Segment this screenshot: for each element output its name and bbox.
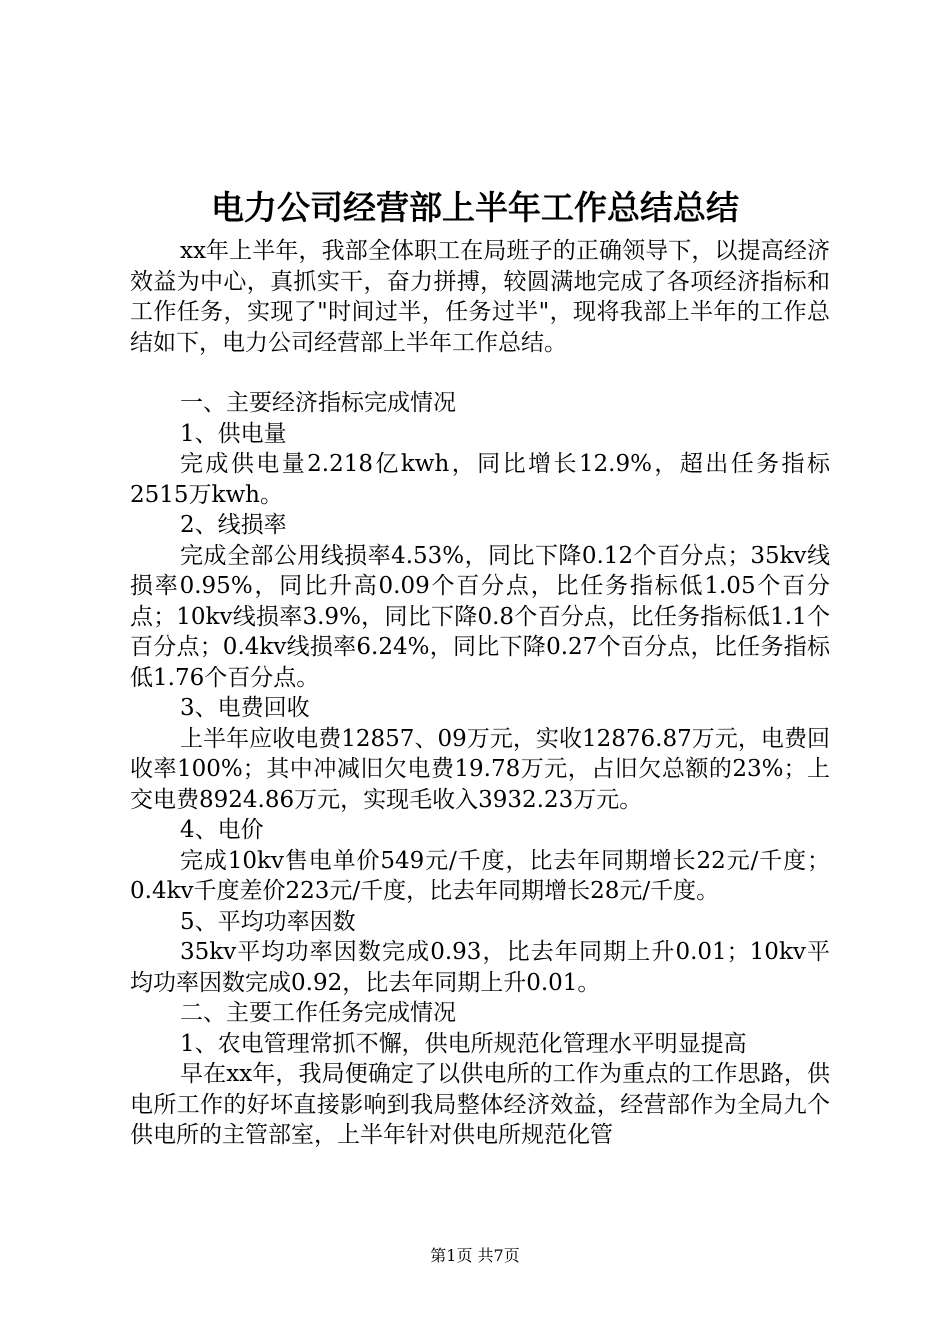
section-1-paragraph-fee-recovery: 上半年应收电费12857、09万元，实收12876.87万元，电费回收率100%；其中冲减旧欠电费19.78万元，占旧欠总额的23%；上交电费8924.86万元，实现毛收入3932.23万元。 (130, 725, 830, 813)
section-1-subheading-power-factor: 5、平均功率因数 (180, 908, 356, 935)
section-1-subheading-price: 4、电价 (180, 817, 264, 843)
section-1-paragraph-supply: 完成供电量2.218亿kwh，同比增长12.9%，超出任务指标2515万kwh。 (130, 451, 830, 508)
section-1-paragraph-power-factor: 35kv平均功率因数完成0.93，比去年同期上升0.01；10kv平均功率因数完成0.92，比去年同期上升0.01。 (130, 939, 830, 996)
section-1-heading: 一、主要经济指标完成情况 (180, 390, 456, 416)
paragraph-gap (130, 358, 830, 388)
section-1-subheading-line-loss: 2、线损率 (180, 512, 287, 538)
document-title: 电力公司经营部上半年工作总结总结 (211, 188, 739, 227)
section-1-paragraph-price: 完成10kv售电单价549元/千度，比去年同期增长22元/千度；0.4kv千度差价223元/千度，比去年同期增长28元/千度。 (130, 847, 830, 904)
section-1-paragraph-line-loss: 完成全部公用线损率4.53%，同比下降0.12个百分点；35kv线损率0.95%，同比升高0.09个百分点，比任务指标低1.05个百分点；10kv线损率3.9%，同比下降0.8个百分点，比任务指标低1.1个百分点；0.4kv线损率6.24%，同比下降0.27个百分点，比任务指标低1.76个百分点。 (130, 542, 830, 691)
section-2-paragraph-rural-power: 早在xx年，我局便确定了以供电所的工作为重点的工作思路，供电所工作的好坏直接影响到我局整体经济效益，经营部作为全局九个供电所的主管部室，上半年针对供电所规范化管 (130, 1061, 830, 1148)
section-1-subheading-fee-recovery: 3、电费回收 (180, 695, 310, 721)
section-2-subheading-rural-power: 1、农电管理常抓不懈，供电所规范化管理水平明显提高 (180, 1030, 747, 1057)
page-footer: 第1页 共7页 (430, 1246, 520, 1265)
section-1-subheading-supply: 1、供电量 (180, 420, 287, 447)
intro-paragraph: xx年上半年，我部全体职工在局班子的正确领导下，以提高经济效益为中心，真抓实干，奋力拼搏，较圆满地完成了各项经济指标和工作任务，实现了"时间过半，任务过半"，现将我部上半年的工作总结如下，电力公司经营部上半年工作总结。 (130, 238, 830, 356)
section-2-heading: 二、主要工作任务完成情况 (180, 1000, 456, 1026)
document-body (130, 236, 830, 1151)
